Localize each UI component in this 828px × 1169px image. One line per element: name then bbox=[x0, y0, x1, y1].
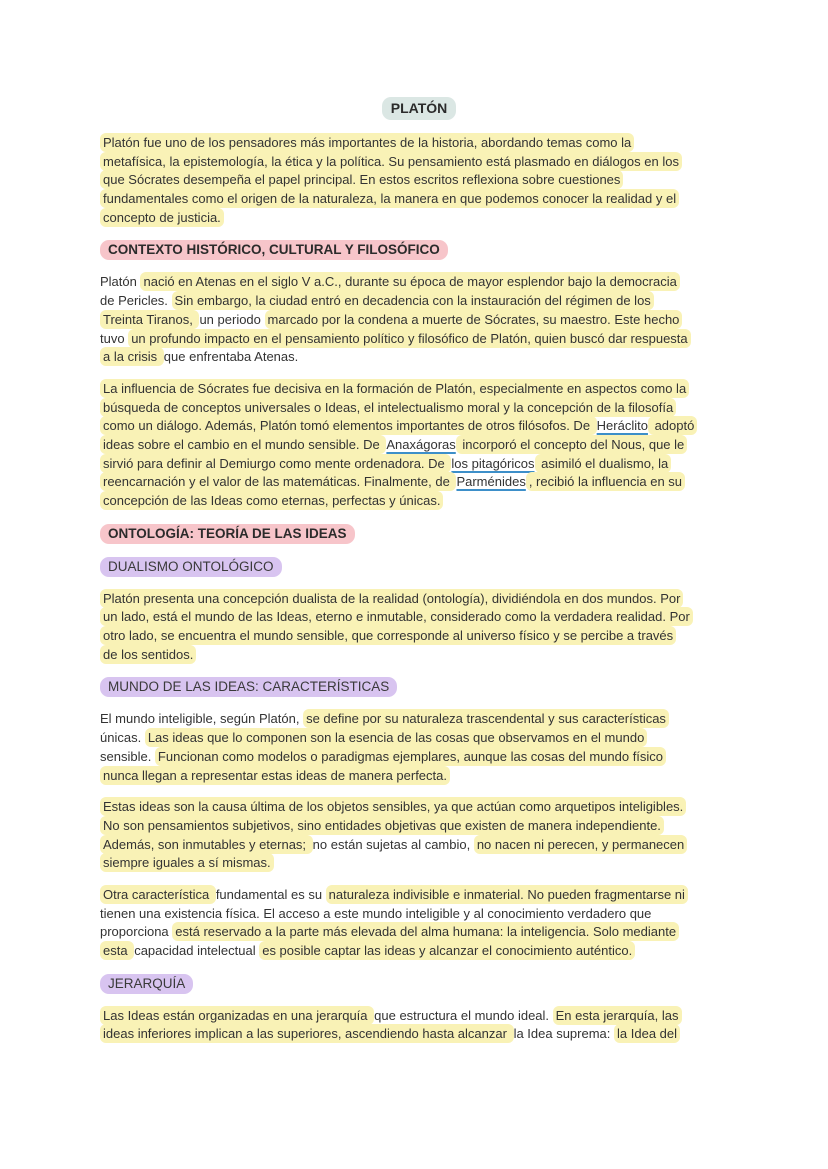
text-line bbox=[100, 436, 738, 455]
highlighted-text: Funcionan como modelos o paradigmas ejemplares, aunque las cosas del mundo físico bbox=[155, 747, 666, 766]
highlighted-text: naturaleza indivisible e inmaterial. No pueden fragmentarse ni bbox=[326, 885, 688, 904]
subsection-heading: JERARQUÍA bbox=[100, 974, 193, 994]
text-line bbox=[100, 590, 738, 609]
highlighted-text: un profundo impacto en el pensamiento político y filosófico de Platón, quien buscó dar respuesta bbox=[128, 329, 690, 348]
text-line bbox=[100, 905, 738, 924]
text-line bbox=[100, 729, 738, 748]
text-segment: que estructura el mundo ideal. bbox=[374, 1007, 553, 1023]
text-line bbox=[100, 455, 738, 474]
highlighted-text: marcado por la condena a muerte de Sócrates, su maestro. Este hecho bbox=[265, 310, 683, 329]
highlighted-text: Treinta Tiranos, bbox=[100, 310, 199, 329]
highlighted-text: esta bbox=[100, 941, 134, 960]
subheading-row bbox=[100, 974, 738, 994]
text-line bbox=[100, 942, 738, 961]
highlighted-text: adoptó bbox=[648, 416, 697, 435]
highlighted-text: está reservado a la parte más elevada del alma humana: la inteligencia. Solo mediante bbox=[172, 922, 679, 941]
text-line bbox=[100, 627, 738, 646]
highlighted-text: asimiló el dualismo, la bbox=[535, 454, 672, 473]
text-line bbox=[100, 854, 738, 873]
underlined-term: Parménides bbox=[456, 474, 526, 490]
text-segment: la Idea suprema: bbox=[513, 1026, 615, 1042]
text-segment: El mundo inteligible, según Platón, bbox=[100, 711, 304, 727]
text-segment: no están sujetas al cambio, bbox=[312, 836, 474, 852]
paragraph bbox=[100, 798, 738, 873]
highlighted-text: Otra característica bbox=[100, 885, 216, 904]
highlighted-text: Platón presenta una concepción dualista de la realidad (ontología), dividiéndola en dos mundos. Por bbox=[100, 589, 683, 608]
text-segment: capacidad intelectual bbox=[134, 943, 260, 958]
highlighted-text: otro lado, se encuentra el mundo sensible, que corresponde al universo físico y se percibe a través bbox=[100, 626, 676, 645]
text-line bbox=[100, 492, 738, 511]
highlighted-text: metafísica, la epistemología, la ética y la política. Su pensamiento está plasmado en diálogos en los bbox=[100, 152, 682, 171]
text-segment: fundamental es su bbox=[215, 886, 326, 902]
highlighted-text: reencarnación y el valor de las matemáticas. Finalmente, de bbox=[100, 472, 456, 491]
text-line bbox=[100, 190, 738, 209]
text-line bbox=[100, 1007, 738, 1026]
highlighted-text: ideas sobre el cambio en el mundo sensible. De bbox=[100, 435, 386, 454]
highlighted-text: fundamentales como el origen de la naturaleza, la manera en que podemos conocer la realidad y el bbox=[100, 189, 679, 208]
text-line bbox=[100, 473, 738, 492]
highlighted-text: que Sócrates desempeña el papel principal. En estos escritos reflexiona sobre cuestiones bbox=[100, 170, 623, 189]
highlighted-text: ideas inferiores implican a las superiores, ascendiendo hasta alcanzar bbox=[100, 1024, 514, 1043]
highlighted-text: la Idea del bbox=[614, 1024, 680, 1043]
document-title: PLATÓN bbox=[382, 97, 457, 120]
highlighted-text: no nacen ni perecen, y permanecen bbox=[474, 835, 687, 854]
text-segment: proporciona bbox=[100, 924, 173, 940]
paragraph bbox=[100, 1007, 738, 1044]
text-line bbox=[100, 399, 738, 418]
paragraph bbox=[100, 710, 738, 785]
highlighted-text: se define por su naturaleza trascendental y sus características bbox=[303, 709, 669, 728]
highlighted-text: Además, son inmutables y eternas; bbox=[100, 835, 313, 854]
underlined-term: los pitagóricos bbox=[451, 455, 535, 471]
highlighted-text: Las ideas que lo componen son la esencia de las cosas que observamos en el mundo bbox=[145, 728, 647, 747]
text-line bbox=[100, 798, 738, 817]
section-heading: CONTEXTO HISTÓRICO, CULTURAL Y FILOSÓFICO bbox=[100, 240, 448, 260]
highlighted-text: como un diálogo. Además, Platón tomó elementos importantes de otros filósofos. De bbox=[100, 416, 597, 435]
subsection-heading: MUNDO DE LAS IDEAS: CARACTERÍSTICAS bbox=[100, 677, 397, 697]
paragraph bbox=[100, 590, 738, 665]
text-line bbox=[100, 134, 738, 153]
paragraph bbox=[100, 273, 738, 366]
highlighted-text: incorporó el concepto del Nous, que le bbox=[456, 435, 687, 454]
subheading-row bbox=[100, 677, 738, 697]
text-line bbox=[100, 209, 738, 228]
highlighted-text: nació en Atenas en el siglo V a.C., durante su época de mayor esplendor bajo la democracia bbox=[140, 272, 679, 291]
text-line bbox=[100, 311, 738, 330]
highlighted-text: No son pensamientos subjetivos, sino entidades objetivas que existen de manera independiente. bbox=[100, 816, 664, 835]
text-line bbox=[100, 153, 738, 172]
underlined-term: Anaxágoras bbox=[386, 436, 456, 452]
text-line bbox=[100, 710, 738, 729]
text-segment: tuvo bbox=[100, 330, 129, 346]
text-segment: de Pericles. bbox=[100, 293, 172, 309]
text-line bbox=[100, 1025, 738, 1044]
highlighted-text: siempre iguales a sí mismas. bbox=[100, 853, 274, 872]
highlighted-text: concepto de justicia. bbox=[100, 208, 224, 227]
highlighted-text: es posible captar las ideas y alcanzar el conocimiento auténtico. bbox=[259, 941, 635, 960]
heading-row bbox=[100, 524, 738, 544]
text-line bbox=[100, 923, 738, 942]
text-line bbox=[100, 380, 738, 399]
text-segment: sensible. bbox=[100, 748, 155, 764]
highlighted-text: búsqueda de conceptos universales o Ideas, el intelectualismo moral y la concepción de la filosofía bbox=[100, 398, 676, 417]
text-line bbox=[100, 817, 738, 836]
underlined-term: Heráclito bbox=[596, 418, 648, 434]
highlighted-text: nunca llegan a representar estas ideas de manera perfecta. bbox=[100, 766, 450, 785]
section-heading: ONTOLOGÍA: TEORÍA DE LAS IDEAS bbox=[100, 524, 355, 544]
heading-row bbox=[100, 240, 738, 260]
text-line bbox=[100, 273, 738, 292]
subsection-heading: DUALISMO ONTOLÓGICO bbox=[100, 557, 282, 577]
text-line bbox=[100, 417, 738, 436]
paragraph bbox=[100, 134, 738, 227]
text-line bbox=[100, 748, 738, 767]
highlighted-text: de los sentidos. bbox=[100, 645, 196, 664]
highlighted-text: En esta jerarquía, las bbox=[553, 1006, 682, 1025]
highlighted-text: La influencia de Sócrates fue decisiva en la formación de Platón, especialmente en aspectos como la bbox=[100, 379, 689, 398]
text-segment: un periodo bbox=[199, 311, 265, 327]
paragraph bbox=[100, 380, 738, 511]
highlighted-text: Estas ideas son la causa última de los objetos sensibles, ya que actúan como arquetipos inteligibles. bbox=[100, 797, 686, 816]
text-line bbox=[100, 886, 738, 905]
highlighted-text: , recibió la influencia en su bbox=[526, 472, 685, 491]
text-line bbox=[100, 348, 738, 367]
title-row bbox=[100, 97, 738, 120]
highlighted-text: Las Ideas están organizadas en una jerarquía bbox=[100, 1006, 374, 1025]
text-line bbox=[100, 292, 738, 311]
paragraph bbox=[100, 886, 738, 961]
text-segment: únicas. bbox=[100, 730, 145, 746]
text-line bbox=[100, 836, 738, 855]
text-segment: tienen una existencia física. El acceso a este mundo inteligible y al conocimiento verdadero que bbox=[100, 905, 652, 921]
text-segment: que enfrentaba Atenas. bbox=[163, 349, 299, 365]
highlighted-text: un lado, está el mundo de las Ideas, eterno e inmutable, considerado como la verdadera realidad. Por bbox=[100, 607, 693, 626]
text-segment: Platón bbox=[100, 274, 141, 290]
text-line bbox=[100, 608, 738, 627]
highlighted-text: Sin embargo, la ciudad entró en decadencia con la instauración del régimen de los bbox=[172, 291, 654, 310]
highlighted-text: concepción de las Ideas como eternas, perfectas y únicas. bbox=[100, 491, 443, 510]
highlighted-text: Platón fue uno de los pensadores más importantes de la historia, abordando temas como la bbox=[100, 133, 634, 152]
highlighted-text: sirvió para definir al Demiurgo como mente ordenadora. De bbox=[100, 454, 451, 473]
text-line bbox=[100, 646, 738, 665]
subheading-row bbox=[100, 557, 738, 577]
text-line bbox=[100, 767, 738, 786]
text-line bbox=[100, 330, 738, 349]
text-line bbox=[100, 171, 738, 190]
highlighted-text: a la crisis bbox=[100, 347, 164, 366]
